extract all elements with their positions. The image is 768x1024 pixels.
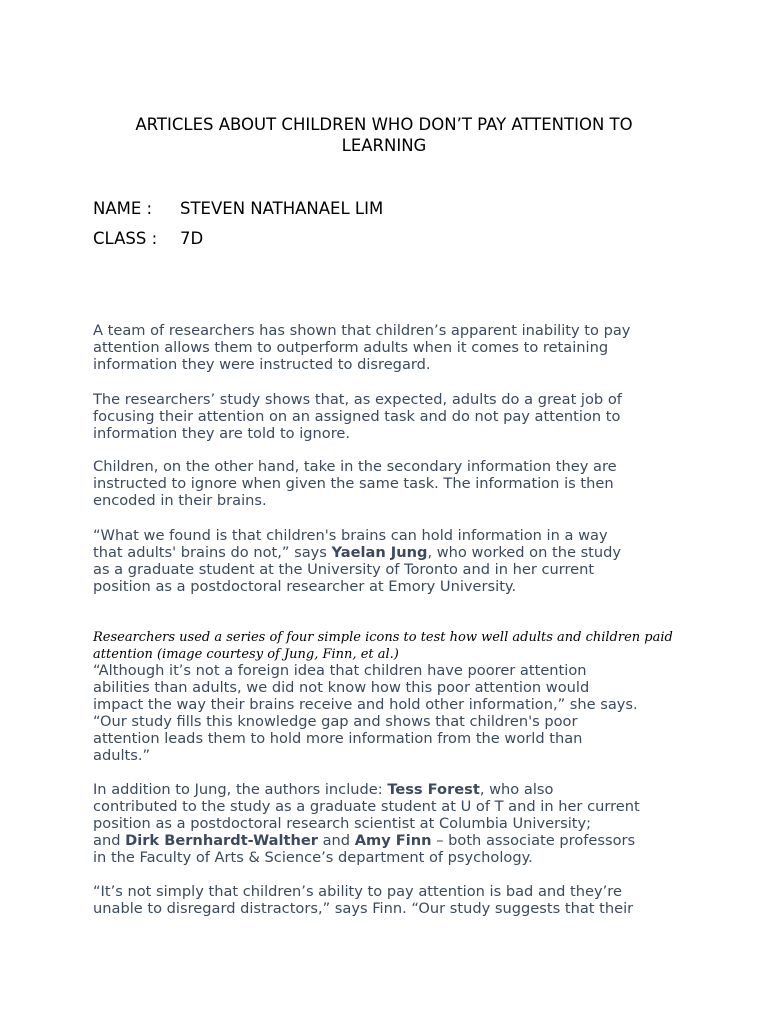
paragraph-line: attention allows them to outperform adults when it comes to retaining xyxy=(93,339,609,356)
paragraph-study-adults xyxy=(93,391,683,442)
paragraph-line: focusing their attention on an assigned task and do not pay attention to xyxy=(93,408,621,425)
paragraph-line: position as a postdoctoral research scientist at Columbia University; xyxy=(93,815,592,832)
paragraph-line: “It’s not simply that children’s ability to pay attention is bad and they’re xyxy=(93,883,622,900)
person-name-dirk-bernhardt-walther: Dirk Bernhardt-Walther xyxy=(125,832,318,849)
student-class-row xyxy=(93,228,203,249)
paragraph-line: information they were instructed to disregard. xyxy=(93,356,431,373)
paragraph-line: “What we found is that children's brains can hold information in a way xyxy=(93,527,608,544)
paragraph-finn-quote xyxy=(93,883,683,917)
paragraph-attention-quote xyxy=(93,662,683,764)
paragraph-line: “Although it’s not a foreign idea that children have poorer attention xyxy=(93,662,587,679)
paragraph-line: adults.” xyxy=(93,747,151,764)
name-label: NAME : xyxy=(93,199,153,218)
paragraph-intro xyxy=(93,322,683,373)
paragraph-line: contributed to the study as a graduate student at U of T and in her current xyxy=(93,798,640,815)
class-label: CLASS : xyxy=(93,229,158,248)
caption-line: Researchers used a series of four simple icons to test how well adults and children paid xyxy=(93,630,673,645)
title-line-2: LEARNING xyxy=(341,136,427,155)
title-line-1: ARTICLES ABOUT CHILDREN WHO DON’T PAY ATTENTION TO xyxy=(135,115,633,134)
paragraph-line: unable to disregard distractors,” says Finn. “Our study suggests that their xyxy=(93,900,634,917)
person-name-tess-forest: Tess Forest xyxy=(387,781,480,798)
paragraph-line: attention leads them to hold more information from the world than xyxy=(93,730,583,747)
paragraph-authors xyxy=(93,781,683,866)
paragraph-line: impact the way their brains receive and hold other information,” she says. xyxy=(93,696,638,713)
person-name-amy-finn: Amy Finn xyxy=(354,832,432,849)
paragraph-line: “Our study fills this knowledge gap and shows that children's poor xyxy=(93,713,578,730)
paragraph-line: The researchers’ study shows that, as expected, adults do a great job of xyxy=(93,391,622,408)
paragraph-line: instructed to ignore when given the same task. The information is then xyxy=(93,475,614,492)
paragraph-line: as a graduate student at the University of Toronto and in her current xyxy=(93,561,595,578)
paragraph-line: information they are told to ignore. xyxy=(93,425,351,442)
paragraph-line: position as a postdoctoral researcher at Emory University. xyxy=(93,578,517,595)
page-title xyxy=(93,114,675,156)
paragraph-line: abilities than adults, we did not know how this poor attention would xyxy=(93,679,590,696)
caption-line: attention (image courtesy of Jung, Finn, et al.) xyxy=(93,647,399,662)
image-caption xyxy=(93,629,683,663)
paragraph-line: In addition to Jung, the authors include: Tess Forest, who also xyxy=(93,781,554,798)
class-value: 7D xyxy=(180,229,204,248)
paragraph-line: A team of researchers has shown that children’s apparent inability to pay xyxy=(93,322,631,339)
student-name-row xyxy=(93,198,383,219)
paragraph-jung-quote xyxy=(93,527,683,595)
paragraph-line: that adults' brains do not,” says Yaelan Jung, who worked on the study xyxy=(93,544,622,561)
name-value: STEVEN NATHANAEL LIM xyxy=(180,199,384,218)
paragraph-line: encoded in their brains. xyxy=(93,492,267,509)
paragraph-line: and Dirk Bernhardt-Walther and Amy Finn – both associate professors xyxy=(93,832,636,849)
person-name-yaelan-jung: Yaelan Jung xyxy=(331,544,428,561)
paragraph-line: in the Faculty of Arts & Science’s department of psychology. xyxy=(93,849,533,866)
paragraph-line: Children, on the other hand, take in the secondary information they are xyxy=(93,458,617,475)
paragraph-children xyxy=(93,458,683,509)
